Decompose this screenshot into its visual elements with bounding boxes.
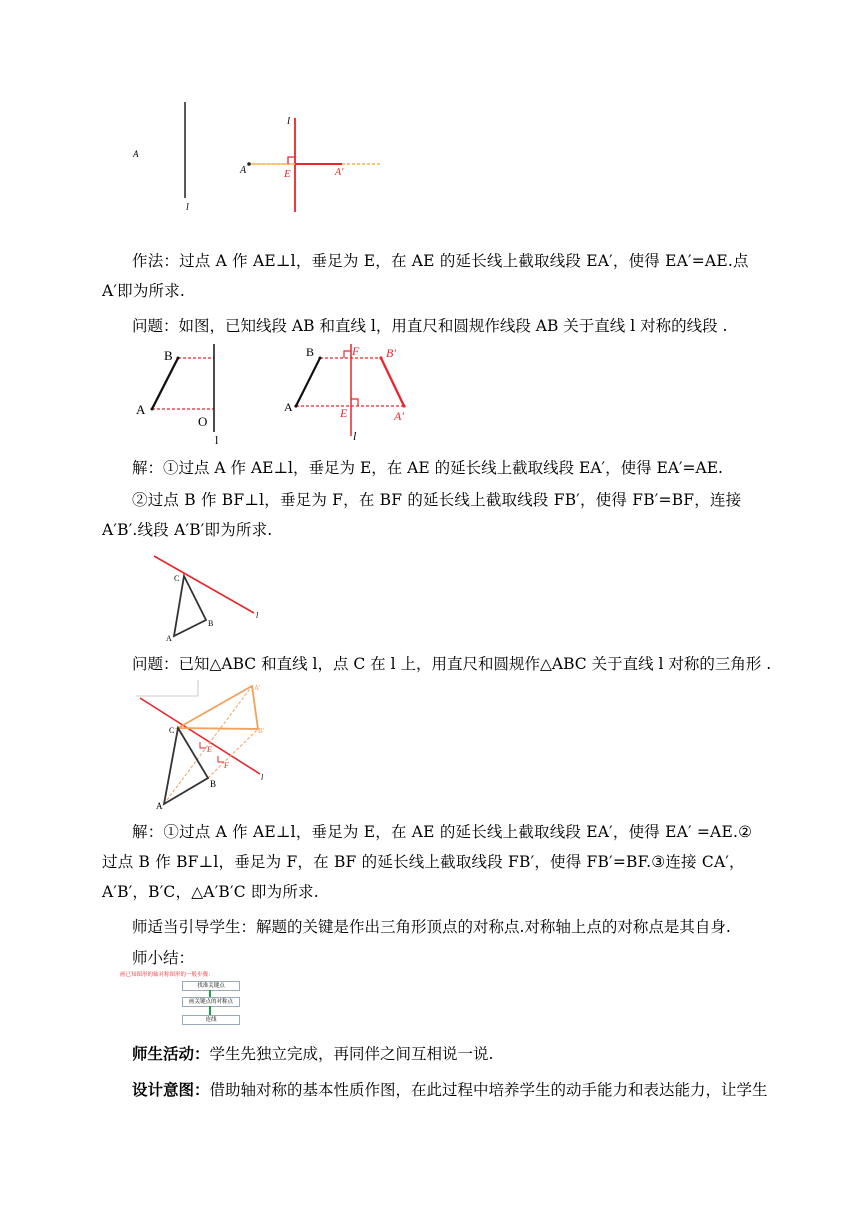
flowchart-title: 画已知图形的轴对称图形的一般步骤： bbox=[120, 972, 214, 978]
fig1-label-a-prime: A' bbox=[335, 167, 344, 178]
fig4-triangle-reflected bbox=[178, 684, 261, 729]
fig4-label-c: C bbox=[169, 726, 175, 735]
teacher-summary-label: 师小结： bbox=[132, 949, 195, 967]
fig2-right-point-b-prime bbox=[379, 356, 382, 359]
fig4-line-l bbox=[140, 698, 260, 774]
fig2-left-point-a bbox=[151, 408, 154, 411]
fig3-label-l: l bbox=[256, 611, 259, 620]
fig1-left-label-l: l bbox=[186, 202, 189, 213]
fig3-label-c: C bbox=[174, 574, 180, 583]
fig1-label-e: E bbox=[284, 168, 291, 180]
fig2-left-label-a: A bbox=[136, 402, 146, 417]
flowchart-step-1: 找准关键点 bbox=[182, 981, 240, 991]
fig4-label-l: l bbox=[261, 773, 264, 782]
fig2-right-point-b bbox=[319, 357, 322, 360]
fig1-label-a: A bbox=[240, 165, 247, 176]
fig4-corner-mark bbox=[136, 680, 198, 696]
fig4-label-a: A bbox=[156, 801, 163, 810]
fig2-right-point-a bbox=[294, 404, 297, 407]
problem-2-text: 问题：如图，已知线段 AB 和直线 l，用直尺和圆规作线段 AB 关于直线 l 对称的线段 . bbox=[132, 317, 728, 335]
activity-text: 学生先独立完成，再同伴之间互相说一说. bbox=[209, 1045, 494, 1063]
fig3-line-l bbox=[154, 556, 254, 613]
fig4-label-a-prime: A' bbox=[254, 684, 261, 692]
fig4-label-f: F bbox=[224, 761, 229, 770]
fig3-label-a: A bbox=[166, 634, 172, 643]
fig2-right-angle-mark-f bbox=[344, 351, 351, 358]
figure-triangle-and-line bbox=[148, 548, 268, 644]
fig2-right-label-b-prime: B' bbox=[386, 346, 396, 360]
fig4-dash-bb-prime bbox=[208, 729, 258, 778]
problem-3-text: 问题：已知△ABC 和直线 l，点 C 在 l 上，用直尺和圆规作△ABC 关于直线 l 对称的三角形 . bbox=[132, 655, 772, 673]
fig2-right-label-e: E bbox=[340, 406, 348, 420]
fig4-label-b: B bbox=[210, 779, 217, 789]
fig2-right-segment-ab bbox=[296, 358, 320, 406]
design-label: 设计意图： bbox=[132, 1080, 210, 1099]
fig2-left-label-o: O bbox=[198, 414, 208, 429]
design-intent bbox=[132, 1075, 772, 1105]
fig4-triangle-abc bbox=[164, 728, 208, 804]
fig1-right-label-l: l bbox=[287, 115, 291, 127]
fig2-left-segment-ab bbox=[152, 358, 178, 409]
activity-label: 师生活动： bbox=[132, 1044, 210, 1063]
fig2-right-angle-mark-e bbox=[351, 399, 358, 406]
method-paragraph: 作法：过点 A 作 AE⊥l，垂足为 E，在 AE 的延长线上截取线段 EA′，使得 EA′=AE.点 A′即为所求. bbox=[102, 252, 749, 300]
fig3-label-b: B bbox=[208, 619, 214, 628]
figure-segment-reflection bbox=[128, 338, 428, 446]
fig2-right-label-a: A bbox=[284, 400, 293, 414]
fig2-right-label-b: B bbox=[306, 345, 315, 359]
fig2-left-point-b bbox=[177, 357, 180, 360]
design-text: 借助轴对称的基本性质作图，在此过程中培养学生的动手能力和表达能力，让学生 bbox=[209, 1081, 768, 1099]
fig2-left-label-b: B bbox=[164, 348, 173, 363]
fig4-right-angle-e bbox=[200, 742, 206, 748]
fig4-label-b-prime: B' bbox=[258, 727, 264, 735]
fig2-left-label-l: l bbox=[215, 433, 219, 446]
flowchart-connector-2 bbox=[209, 1006, 211, 1015]
solution-2-step-1: 解：①过点 A 作 AE⊥l，垂足为 E，在 AE 的延长线上截取线段 EA′，使得 EA′=AE. bbox=[132, 459, 723, 477]
fig1-left-label-a: A bbox=[133, 149, 139, 159]
flowchart-step-2: 画关键点的对称点 bbox=[182, 997, 240, 1007]
flowchart-connector-1 bbox=[209, 990, 211, 997]
fig2-right-label-f: F bbox=[352, 344, 360, 358]
teacher-student-activity bbox=[132, 1039, 772, 1069]
figure-point-reflection bbox=[120, 98, 400, 218]
fig4-label-e: E bbox=[207, 745, 212, 754]
solution-2-step-2: ②过点 B 作 BF⊥l，垂足为 F，在 BF 的延长线上截取线段 FB′，使得 FB′=BF，连接 A′B′.线段 A′B′即为所求. bbox=[102, 491, 742, 539]
summary-flowchart bbox=[120, 970, 260, 1030]
fig1-point-a bbox=[247, 162, 251, 166]
fig2-right-label-l: l bbox=[353, 429, 357, 443]
teacher-guide-text: 师适当引导学生：解题的关键是作出三角形顶点的对称点.对称轴上点的对称点是其自身. bbox=[132, 918, 731, 936]
fig3-triangle-abc bbox=[174, 576, 206, 636]
fig2-right-segment-a-prime-b-prime bbox=[381, 358, 404, 406]
solution-3-paragraph: 解：①过点 A 作 AE⊥l，垂足为 E，在 AE 的延长线上截取线段 EA′，使得 EA′ =AE.②过点 B 作 BF⊥l，垂足为 F，在 BF 的延长线上截取线段 FB′，使得 FB′=BF.③连接 CA′，A′B′，B′C，△A′B′C 即为所求. bbox=[102, 823, 753, 901]
flowchart-step-3: 连线 bbox=[182, 1015, 240, 1025]
fig2-right-label-a-prime: A' bbox=[394, 409, 404, 423]
figure-triangle-reflection bbox=[136, 680, 276, 810]
fig2-right-point-a-prime bbox=[402, 404, 405, 407]
fig1-right-angle-mark bbox=[288, 157, 295, 164]
